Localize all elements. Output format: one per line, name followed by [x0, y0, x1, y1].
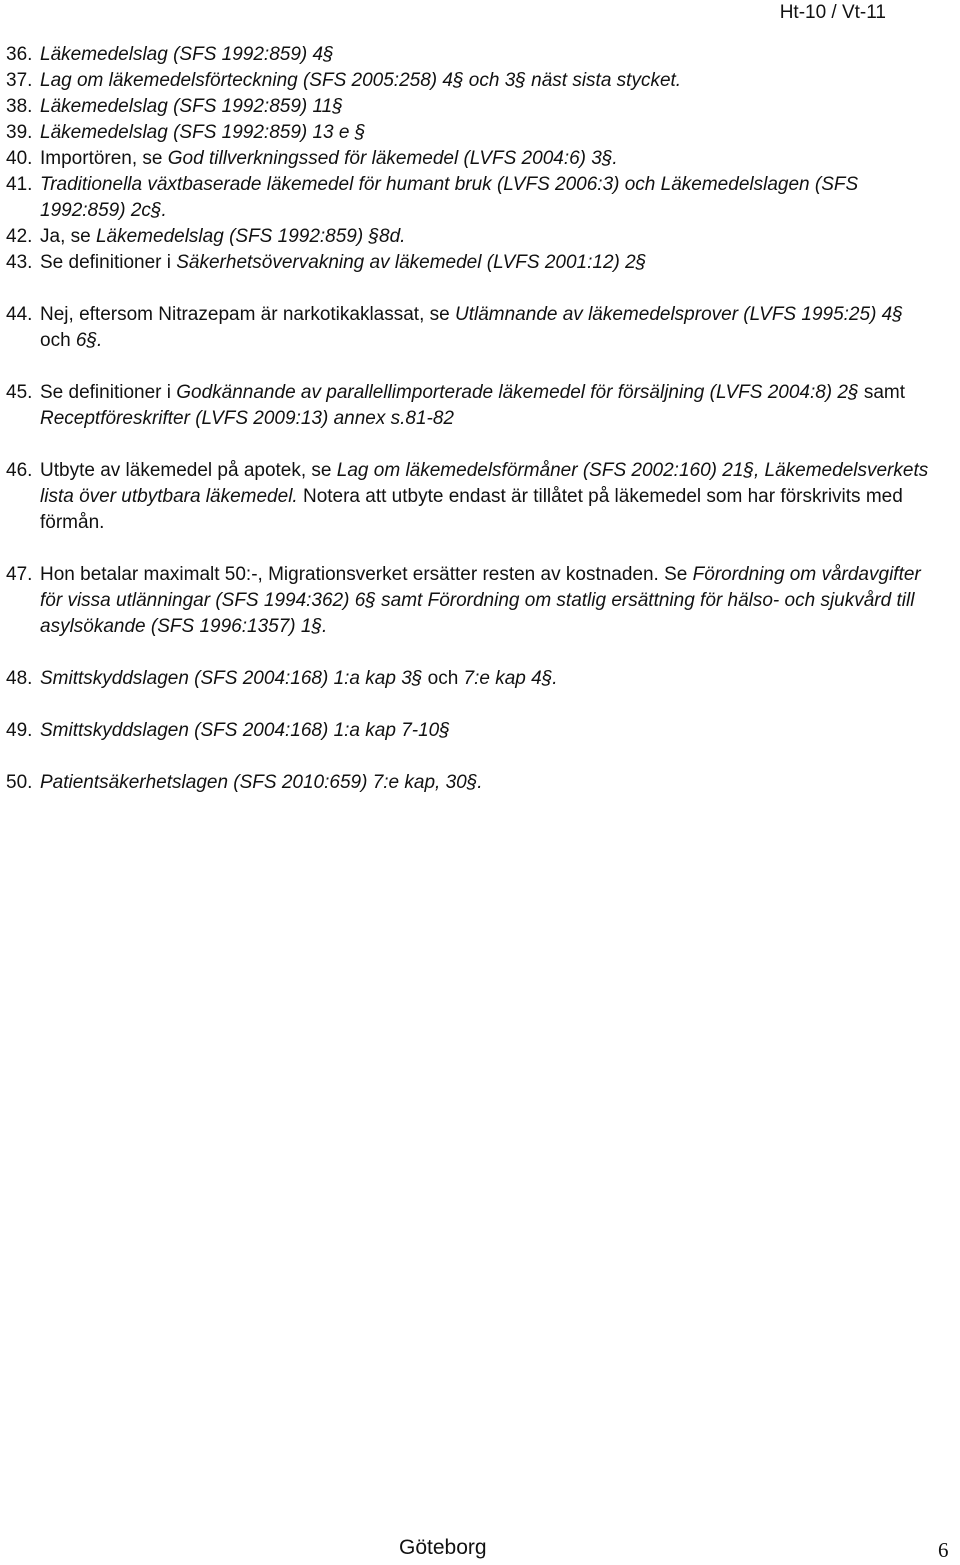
page-header: Ht-10 / Vt-11: [779, 2, 886, 23]
reference-number: 36.: [6, 44, 33, 65]
reference-text: och: [40, 330, 76, 351]
reference-number: 40.: [6, 148, 33, 169]
reference-item: [6, 68, 936, 94]
reference-text: och: [422, 668, 464, 689]
reference-number: 41.: [6, 174, 33, 195]
reference-item: [6, 380, 936, 432]
reference-number: 43.: [6, 252, 33, 273]
reference-item: [6, 146, 936, 172]
reference-item: [6, 718, 936, 744]
reference-number: 38.: [6, 96, 33, 117]
reference-text: Ja, se: [40, 226, 96, 247]
reference-citation: 6§.: [75, 330, 103, 351]
reference-citation: God tillverkningssed för läkemedel (LVFS 2004:6) 3§.: [167, 148, 618, 169]
reference-citation: 7:e kap 4§.: [463, 668, 558, 689]
reference-number: 50.: [6, 772, 33, 793]
reference-citation: Godkännande av parallellimporterade läkemedel för försäljning (LVFS 2004:8) 2§: [176, 382, 859, 403]
reference-text: samt: [858, 382, 905, 403]
reference-citation: Receptföreskrifter (LVFS 2009:13) annex s.81-82: [40, 408, 455, 429]
reference-item: [6, 224, 936, 250]
reference-item: [6, 94, 936, 120]
reference-citation: Lag om läkemedelsförmåner (SFS 2002:160) 21§, Läkemedelsverkets lista över utbytbara läkemedel.: [40, 460, 929, 507]
reference-citation: Läkemedelslag (SFS 1992:859) §8d.: [95, 226, 406, 247]
reference-text: Nej, eftersom Nitrazepam är narkotikaklassat, se: [40, 304, 455, 325]
reference-list: [6, 42, 936, 796]
page-number: 6: [938, 1538, 949, 1562]
reference-text: Notera att utbyte endast är tillåtet på läkemedel som har förskrivits med förmån.: [40, 486, 903, 533]
reference-number: 44.: [6, 304, 33, 325]
reference-text: Läkemedelslag (SFS 1992:859) 13 e §: [40, 122, 366, 143]
reference-citation: Säkerhetsövervakning av läkemedel (LVFS 2001:12) 2§: [176, 252, 647, 273]
reference-number: 47.: [6, 564, 33, 585]
reference-text: Se definitioner i: [40, 252, 177, 273]
reference-text: Läkemedelslag (SFS 1992:859) 4§: [40, 44, 334, 65]
reference-item: [6, 666, 936, 692]
reference-text: Patientsäkerhetslagen (SFS 2010:659) 7:e kap, 30§.: [40, 772, 483, 793]
reference-item: [6, 250, 936, 276]
reference-text: Lag om läkemedelsförteckning (SFS 2005:258) 4§ och 3§ näst sista stycket.: [40, 70, 682, 91]
reference-citation: Förordning om vårdavgifter för vissa utlänningar (SFS 1994:362) 6§ samt Förordning om statlig ersättning för hälso- och sjukvård till asylsökande (SFS 1996:1357) 1§.: [40, 564, 921, 637]
reference-item: [6, 42, 936, 68]
reference-text: Importören, se: [40, 148, 168, 169]
reference-number: 37.: [6, 70, 33, 91]
reference-text: Hon betalar maximalt 50:-, Migrationsverket ersätter resten av kostnaden. Se: [40, 564, 693, 585]
reference-citation: Utlämnande av läkemedelsprover (LVFS 1995:25) 4§: [455, 304, 903, 325]
reference-number: 46.: [6, 460, 33, 481]
reference-item: [6, 120, 936, 146]
reference-text: Traditionella växtbaserade läkemedel för humant bruk (LVFS 2006:3) och Läkemedelslagen (SFS 1992:859) 2c§.: [40, 174, 859, 221]
reference-text: Smittskyddslagen (SFS 2004:168) 1:a kap 7-10§: [40, 720, 450, 741]
reference-number: 48.: [6, 668, 33, 689]
reference-number: 45.: [6, 382, 33, 403]
reference-text: Läkemedelslag (SFS 1992:859) 11§: [40, 96, 343, 117]
reference-item: [6, 172, 936, 224]
reference-text: Smittskyddslagen (SFS 2004:168) 1:a kap 3§: [40, 668, 423, 689]
reference-item: [6, 458, 936, 536]
reference-text: Utbyte av läkemedel på apotek, se: [40, 460, 337, 481]
reference-number: 42.: [6, 226, 33, 247]
reference-number: 49.: [6, 720, 33, 741]
reference-item: [6, 562, 936, 640]
reference-item: [6, 302, 936, 354]
footer-location: Göteborg: [399, 1536, 487, 1559]
reference-item: [6, 770, 936, 796]
reference-number: 39.: [6, 122, 33, 143]
reference-text: Se definitioner i: [40, 382, 177, 403]
